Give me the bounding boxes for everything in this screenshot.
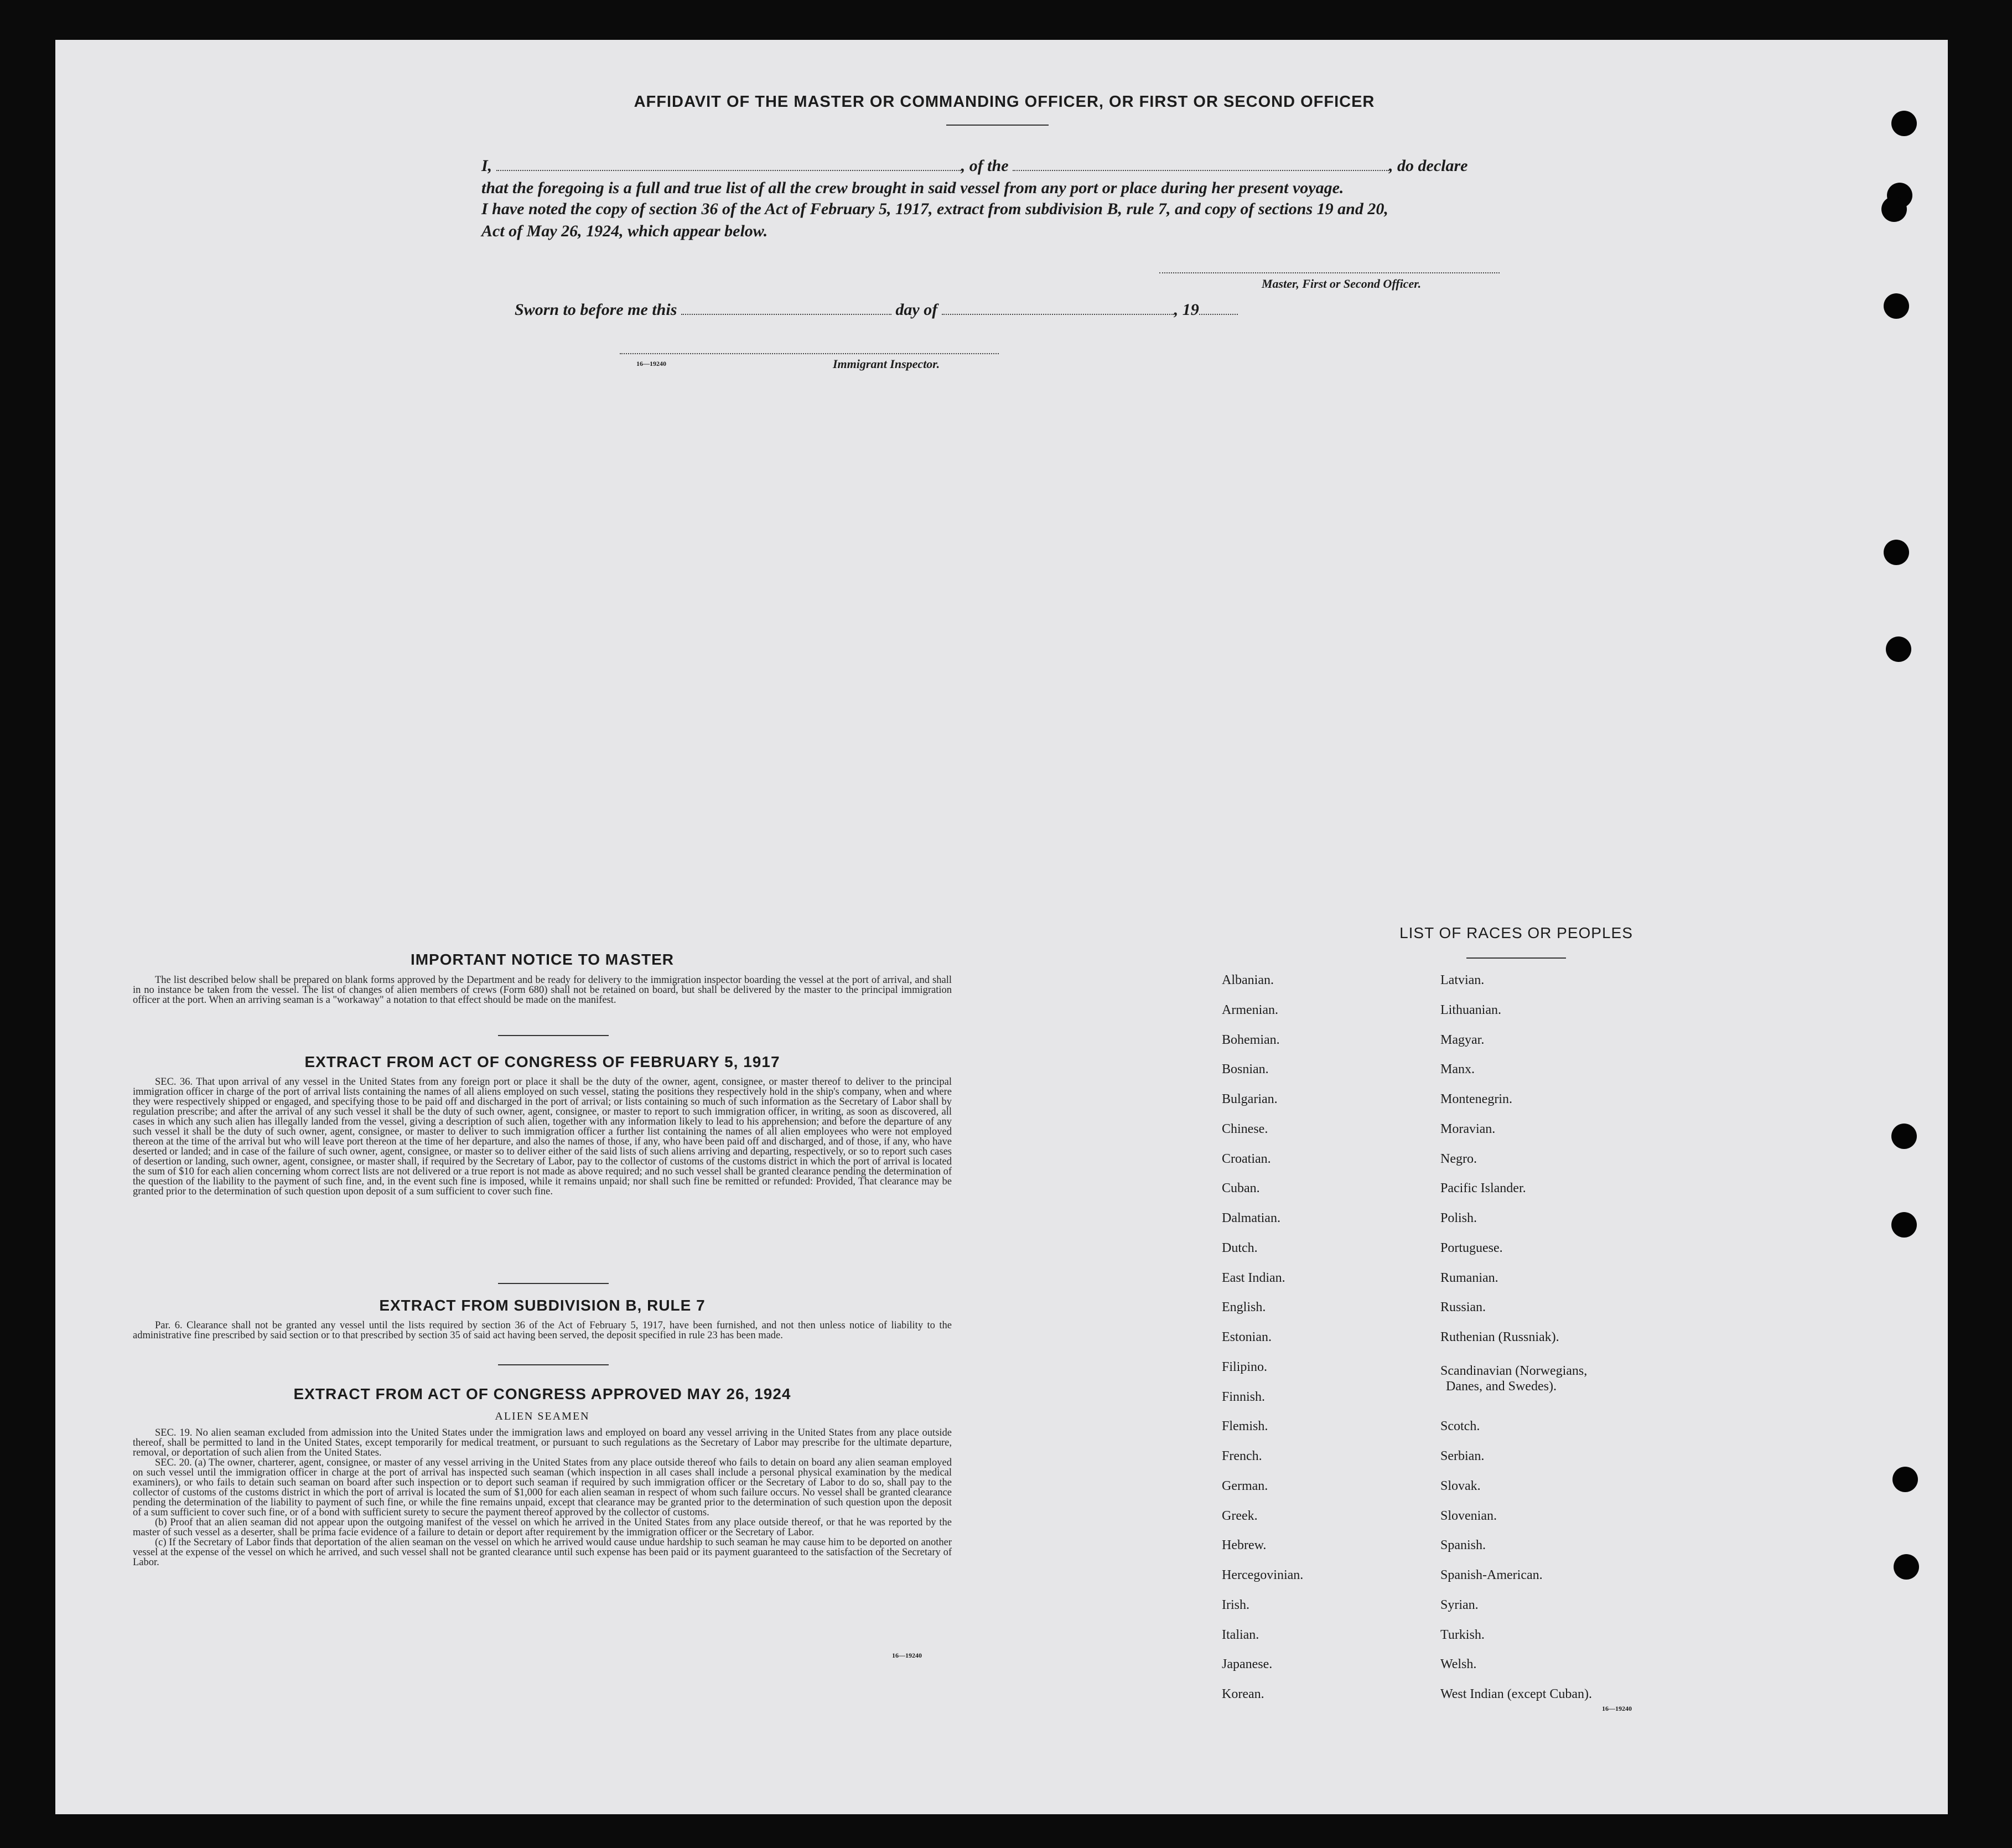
divider [498, 1283, 609, 1284]
sworn-year-field[interactable] [1199, 301, 1238, 315]
divider [498, 1035, 609, 1036]
race-item: West Indian (except Cuban). [1440, 1687, 1592, 1701]
race-item: English. [1222, 1300, 1266, 1314]
race-item: German. [1222, 1479, 1268, 1493]
sec-20b: (b) Proof that an alien seaman did not appear upon the outgoing manifest of the vessel on which he arrived in the United States from any place outside thereof, or that he was reported by the master of such vessel as a deserter, shall be prima facie evidence of a failure to detain or deport after requirement by the immigration officer or the Secretary of Labor. [133, 1517, 952, 1538]
race-item: Bohemian. [1222, 1033, 1280, 1047]
sec-19: SEC. 19. No alien seaman excluded from admission into the United States under the immigration laws and employed on board any vessel arriving in the United States from any place outside thereof, shall be permitted to land in the United States, except temporarily for medical treatment, or pursuant to such regulations as the Secretary of Labor may prescribe for the ultimate departure, removal, or deportation of such alien from the United States. [133, 1427, 952, 1458]
notice-title: IMPORTANT NOTICE TO MASTER [410, 951, 675, 968]
race-item: Scotch. [1440, 1419, 1480, 1433]
rule7-title: EXTRACT FROM SUBDIVISION B, RULE 7 [379, 1297, 706, 1314]
race-item: Dalmatian. [1222, 1211, 1280, 1225]
race-item: Syrian. [1440, 1598, 1479, 1612]
race-item: Rumanian. [1440, 1271, 1498, 1285]
race-item: Chinese. [1222, 1122, 1268, 1136]
race-item: Bulgarian. [1222, 1092, 1278, 1106]
form-number: 16—19240 [1602, 1705, 1632, 1712]
rule7-text: Par. 6. Clearance shall not be granted any vessel until the lists required by section 36 of the Act of February 5, 1917, have been furnished, and not then unless notice of liability to the administrative fine prescribed by said section or to that prescribed by section 35 of said act having been served, the deposit specified in rule 23 has been made. [133, 1320, 952, 1341]
binder-hole [1886, 636, 1911, 662]
sworn-line: Sworn to before me this day of , 19 [515, 299, 1560, 321]
race-item: Slovenian. [1440, 1509, 1497, 1523]
inspector-signature-line[interactable] [620, 353, 999, 354]
race-item: Montenegrin. [1440, 1092, 1512, 1106]
race-item: French. [1222, 1449, 1262, 1463]
race-item: East Indian. [1222, 1271, 1285, 1285]
name-field[interactable] [496, 157, 961, 171]
affidavit-line-3: I have noted the copy of section 36 of the Act of February 5, 1917, extract from subdivision B, rule 7, and copy of sections 19 and 20, [481, 200, 1388, 218]
race-item: Lithuanian. [1440, 1003, 1501, 1017]
binder-hole [1891, 1212, 1917, 1238]
races-title: LIST OF RACES OR PEOPLES [1399, 924, 1633, 941]
sec-20a: SEC. 20. (a) The owner, charterer, agent, consignee, or master of any vessel arriving in the United States from any place outside thereof who fails to detain on board any alien seaman employed on such vessel until the immigration officer in charge at the port of arrival has inspected such seaman (which inspection in all cases shall include a personal physical examination by the medical examiners), or who fails to detain such seaman on board after such inspection or to deport such seaman if required by such immigration officer or the Secretary of Labor to do so, shall pay to the collector of customs of the customs district in which the port of arrival is located the sum of $1,000 for each alien seaman in respect of whom such failure occurs. No vessel shall be granted clearance pending the determination of the liability to payment of such fine, or while the fine remains unpaid, except that clearance may be granted prior to the determination of such question upon the deposit of a sum sufficient to cover such fine, or of a bond with sufficient surety to secure the payment thereof approved by the collector of customs. [133, 1457, 952, 1518]
race-item: Portuguese. [1440, 1241, 1503, 1255]
race-item: Welsh. [1440, 1657, 1477, 1671]
binder-hole [1891, 111, 1917, 136]
race-item: Finnish. [1222, 1390, 1266, 1404]
title-underline [946, 125, 1049, 126]
race-item: Danes, and Swedes). [1446, 1379, 1557, 1394]
binder-hole [1894, 1554, 1919, 1580]
extract-1917-title: EXTRACT FROM ACT OF CONGRESS OF FEBRUARY 5, 1917 [304, 1053, 780, 1070]
race-item: Spanish. [1440, 1538, 1486, 1552]
extract-1917-text: SEC. 36. That upon arrival of any vessel in the United States from any foreign port or place it shall be the duty of the owner, agent, consignee, or master thereof to deliver to the principal immigration officer in charge of the port of arrival lists containing the names of all aliens employed on such vessel, stating the positions they respectively hold in the ship's company, when and where they were respectively shipped or engaged, and specifying those to be paid off and discharged in the port of arrival; or lists containing so much of such information as the Secretary of Labor shall by regulation prescribe; and after the arrival of any such vessel it shall be the duty of such owner, agent, consignee, or master to report to such immigration officer, in writing, as soon as discovered, all cases in which any such alien has illegally landed from the vessel, giving a description of such alien, together with any information likely to lead to his apprehension; and before the departure of any such vessel it shall be the duty of such owner, agent, consignee, or master to deliver to such immigration officer a further list containing the names of all alien employees who were not employed thereon at the time of the arrival but who will leave port thereon at the time of her departure, and also the names of those, if any, who have been paid off and discharged, and of those, if any, who have deserted or landed; and in case of the failure of such owner, agent, consignee, or master so to deliver either of the said lists of such aliens arriving and departing, respectively, or so to report such cases of desertion or landing, such owner, agent, consignee, or master shall, if required by the Secretary of Labor, pay to the collector of customs of the customs district in which the port of arrival is located the sum of $10 for each alien concerning whom correct lists are not delivered or a true report is not made as above required; and no such vessel shall be granted clearance pending the determination of the question of the liability to the payment of such fine, and, in the event such fine is imposed, while it remains unpaid; nor shall such fine be remitted or refunded: Provided, That clearance may be granted prior to the determination of such question upon deposit of a sum sufficient to cover such fine. [133, 1076, 952, 1197]
affidavit-line-1: I, , of the , do declare [481, 157, 1468, 175]
affidavit-line-4: Act of May 26, 1924, which appear below. [481, 222, 768, 240]
race-item: Pacific Islander. [1440, 1181, 1526, 1195]
form-number: 16—19240 [892, 1652, 922, 1659]
sec-20c: (c) If the Secretary of Labor finds that deportation of the alien seaman on the vessel on which he arrived would cause undue hardship to such seaman he may cause him to be deported on another vessel at the expense of the vessel on which he arrived, and such vessel shall not be granted clearance until such expense has been paid or its payment guaranteed to the satisfaction of the Secretary of Labor. [133, 1537, 952, 1568]
race-item: Latvian. [1440, 973, 1485, 987]
race-item: Turkish. [1440, 1628, 1485, 1642]
race-item: Polish. [1440, 1211, 1477, 1225]
affidavit-line-2: that the foregoing is a full and true list of all the crew brought in said vessel from any port or place during her present voyage. [481, 179, 1344, 197]
sworn-month-field[interactable] [942, 301, 1174, 315]
binder-hole [1892, 1467, 1918, 1492]
race-item: Korean. [1222, 1687, 1264, 1701]
binder-hole [1891, 1124, 1917, 1149]
race-item: Bosnian. [1222, 1062, 1269, 1076]
race-item: Filipino. [1222, 1360, 1268, 1374]
notice-text: The list described below shall be prepared on blank forms approved by the Department and be ready for delivery to the immigration inspector boarding the vessel at the port of arrival, and shall in no instance be taken from the vessel. The list of changes of alien members of crews (Form 680) shall not be retained on board, but shall be delivered by the master to the principal immigration officer at the port. When an arriving seaman is a "workaway" a notation to that effect should be made on the manifest. [133, 975, 952, 1006]
inspector-label: Immigrant Inspector. [833, 357, 940, 371]
form-number: 16—19240 [636, 360, 666, 367]
alien-seamen-subtitle: ALIEN SEAMEN [495, 1410, 590, 1422]
races-underline [1466, 957, 1566, 959]
race-item: Dutch. [1222, 1241, 1258, 1255]
race-item: Magyar. [1440, 1033, 1485, 1047]
race-item: Manx. [1440, 1062, 1475, 1076]
race-item: Negro. [1440, 1152, 1477, 1166]
race-item: Moravian. [1440, 1122, 1496, 1136]
race-item: Italian. [1222, 1628, 1259, 1642]
race-item: Ruthenian (Russniak). [1440, 1330, 1559, 1344]
race-item: Japanese. [1222, 1657, 1273, 1671]
race-item: Flemish. [1222, 1419, 1268, 1433]
race-item: Serbian. [1440, 1449, 1485, 1463]
race-item: Scandinavian (Norwegians, [1440, 1364, 1588, 1378]
race-item: Armenian. [1222, 1003, 1278, 1017]
race-item: Hercegovinian. [1222, 1568, 1304, 1582]
extract-1924-text [133, 1428, 952, 1567]
race-item: Estonian. [1222, 1330, 1272, 1344]
race-item: Spanish-American. [1440, 1568, 1543, 1582]
race-item: Greek. [1222, 1509, 1258, 1523]
race-item: Croatian. [1222, 1152, 1271, 1166]
master-label: Master, First or Second Officer. [1262, 277, 1422, 291]
binder-hole [1884, 540, 1909, 565]
vessel-field[interactable] [1013, 157, 1389, 171]
race-item: Slovak. [1440, 1479, 1481, 1493]
race-item: Russian. [1440, 1300, 1486, 1314]
race-item: Irish. [1222, 1598, 1249, 1612]
race-item: Albanian. [1222, 973, 1274, 987]
extract-1924-title: EXTRACT FROM ACT OF CONGRESS APPROVED MAY 26, 1924 [293, 1385, 791, 1402]
binder-hole [1881, 196, 1907, 222]
binder-hole [1884, 293, 1909, 319]
affidavit-title: AFFIDAVIT OF THE MASTER OR COMMANDING OFFICER, OR FIRST OR SECOND OFFICER [634, 93, 1375, 111]
divider [498, 1364, 609, 1365]
master-signature-line[interactable] [1159, 272, 1500, 273]
race-item: Cuban. [1222, 1181, 1260, 1195]
race-item: Hebrew. [1222, 1538, 1267, 1552]
sworn-day-field[interactable] [681, 301, 891, 315]
